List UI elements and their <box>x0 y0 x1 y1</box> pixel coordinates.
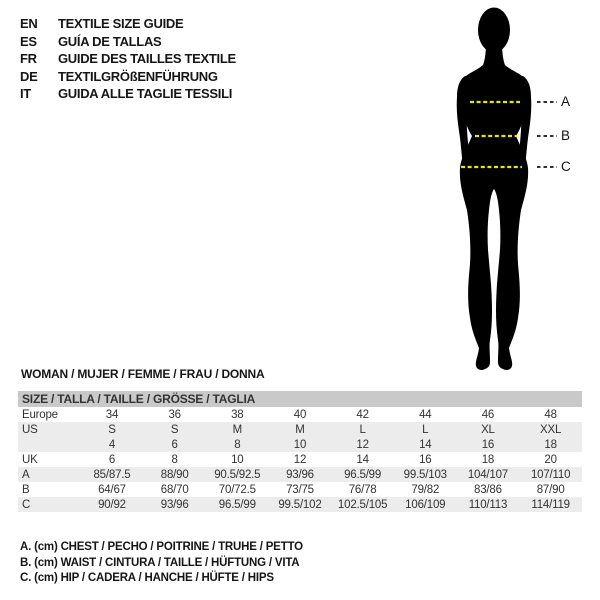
size-cell: 79/82 <box>411 483 440 496</box>
size-cell: 64/67 <box>98 483 126 496</box>
language-code: ES <box>20 33 37 49</box>
size-cell: M <box>206 422 269 437</box>
size-cell: M <box>269 422 332 437</box>
size-cell: 104/107 <box>457 467 520 482</box>
language-title: GUÍA DE TALLAS <box>58 33 162 49</box>
language-row <box>20 15 236 33</box>
size-cell: 85/87.5 <box>81 467 144 482</box>
legend-line-waist: B. (cm) WAIST / CINTURA / TAILLE / HÜFTUNG / VITA <box>20 556 300 569</box>
size-cell: 93/96 <box>269 467 332 482</box>
size-cell: 16 <box>419 453 432 466</box>
language-title: GUIDA ALLE TAGLIE TESSILI <box>58 86 233 102</box>
language-code: FR <box>20 51 37 67</box>
language-code: EN <box>20 16 38 32</box>
size-cell: 99.5/103 <box>394 467 457 482</box>
size-cell: 14 <box>356 453 369 466</box>
size-cell: 36 <box>168 408 181 421</box>
table-row-europe <box>18 407 582 422</box>
size-cell: 14 <box>394 437 457 452</box>
table-row-us-numbers <box>18 437 582 452</box>
size-cell: 87/90 <box>536 483 565 496</box>
size-cell: 106/109 <box>394 497 457 512</box>
size-cell: 90.5/92.5 <box>206 467 269 482</box>
size-cell: 4 <box>81 437 144 452</box>
size-cell: 18 <box>519 437 582 452</box>
size-cell: 12 <box>293 453 307 466</box>
row-label: C <box>18 497 81 512</box>
language-title: TEXTILGRÖßENFÜHRUNG <box>58 68 218 84</box>
language-row <box>20 85 236 103</box>
row-label: US <box>18 422 81 437</box>
size-cell: 73/75 <box>286 483 314 496</box>
size-cell: 8 <box>171 453 178 466</box>
legend-line-chest: A. (cm) CHEST / PECHO / POITRINE / TRUHE / PETTO <box>20 541 303 553</box>
size-cell: XXL <box>519 422 582 437</box>
size-cell: 46 <box>481 408 495 421</box>
language-row <box>20 68 236 86</box>
size-cell: 42 <box>356 408 369 421</box>
language-row <box>20 33 236 51</box>
size-cell: 68/70 <box>160 483 189 496</box>
size-table <box>18 391 582 512</box>
size-cell: S <box>143 422 206 437</box>
row-label: B <box>22 483 30 496</box>
language-list <box>20 15 236 103</box>
measure-label-waist: B <box>561 128 571 143</box>
table-row-waist <box>18 482 582 497</box>
size-cell: 114/119 <box>519 497 582 512</box>
language-title: TEXTILE SIZE GUIDE <box>58 16 184 32</box>
table-row-uk <box>18 452 582 467</box>
size-cell: 34 <box>105 408 119 421</box>
size-cell: S <box>81 422 144 437</box>
size-cell: 8 <box>206 437 269 452</box>
size-cell: 6 <box>143 437 206 452</box>
size-cell: 96.5/99 <box>331 467 394 482</box>
table-row-chest <box>18 467 582 482</box>
measure-label-hip: C <box>561 159 571 174</box>
size-cell: 110/113 <box>457 497 520 512</box>
size-cell: 88/90 <box>143 467 206 482</box>
size-cell: 44 <box>419 408 432 421</box>
size-cell: 6 <box>108 453 116 466</box>
size-cell: 99.5/102 <box>269 497 332 512</box>
size-cell: 76/78 <box>348 483 377 496</box>
size-cell: 102.5/105 <box>331 497 394 512</box>
body-measurement-figure <box>430 0 600 380</box>
size-cell: 83/86 <box>474 483 502 496</box>
language-title: GUIDE DES TAILLES TEXTILE <box>58 51 236 67</box>
language-code: DE <box>20 68 38 84</box>
size-cell: 93/96 <box>143 497 206 512</box>
size-cell: L <box>394 422 457 437</box>
size-cell: 10 <box>269 437 332 452</box>
row-label: UK <box>22 453 38 466</box>
size-cell: 12 <box>331 437 394 452</box>
row-label: Europe <box>22 408 58 421</box>
size-cell: 18 <box>481 453 495 466</box>
size-cell: 48 <box>544 408 557 421</box>
measure-label-chest: A <box>561 94 571 109</box>
size-cell: XL <box>457 422 520 437</box>
table-row-us-letters <box>18 422 582 437</box>
row-label: A <box>18 467 81 482</box>
woman-silhouette <box>430 0 600 380</box>
size-cell: 40 <box>293 408 307 421</box>
size-cell: 70/72.5 <box>218 483 256 496</box>
size-cell: 96.5/99 <box>206 497 269 512</box>
size-cell: 10 <box>231 453 244 466</box>
size-cell: 90/92 <box>81 497 144 512</box>
legend-line-hip: C. (cm) HIP / CADERA / HANCHE / HÜFTE / HIPS <box>20 572 274 584</box>
size-cell: L <box>331 422 394 437</box>
size-cell: 20 <box>544 453 557 466</box>
table-row-hip <box>18 497 582 512</box>
row-label <box>18 437 81 452</box>
language-row <box>20 50 236 68</box>
table-header-row <box>18 391 582 407</box>
section-title: WOMAN / MUJER / FEMME / FRAU / DONNA <box>21 367 265 381</box>
size-cell: 16 <box>457 437 520 452</box>
size-cell: 107/110 <box>519 467 582 482</box>
language-code: IT <box>20 86 31 102</box>
measurement-legend <box>20 541 303 588</box>
size-table-header: SIZE / TALLA / TAILLE / GRÖSSE / TAGLIA <box>18 391 582 407</box>
size-cell: 38 <box>231 408 244 421</box>
